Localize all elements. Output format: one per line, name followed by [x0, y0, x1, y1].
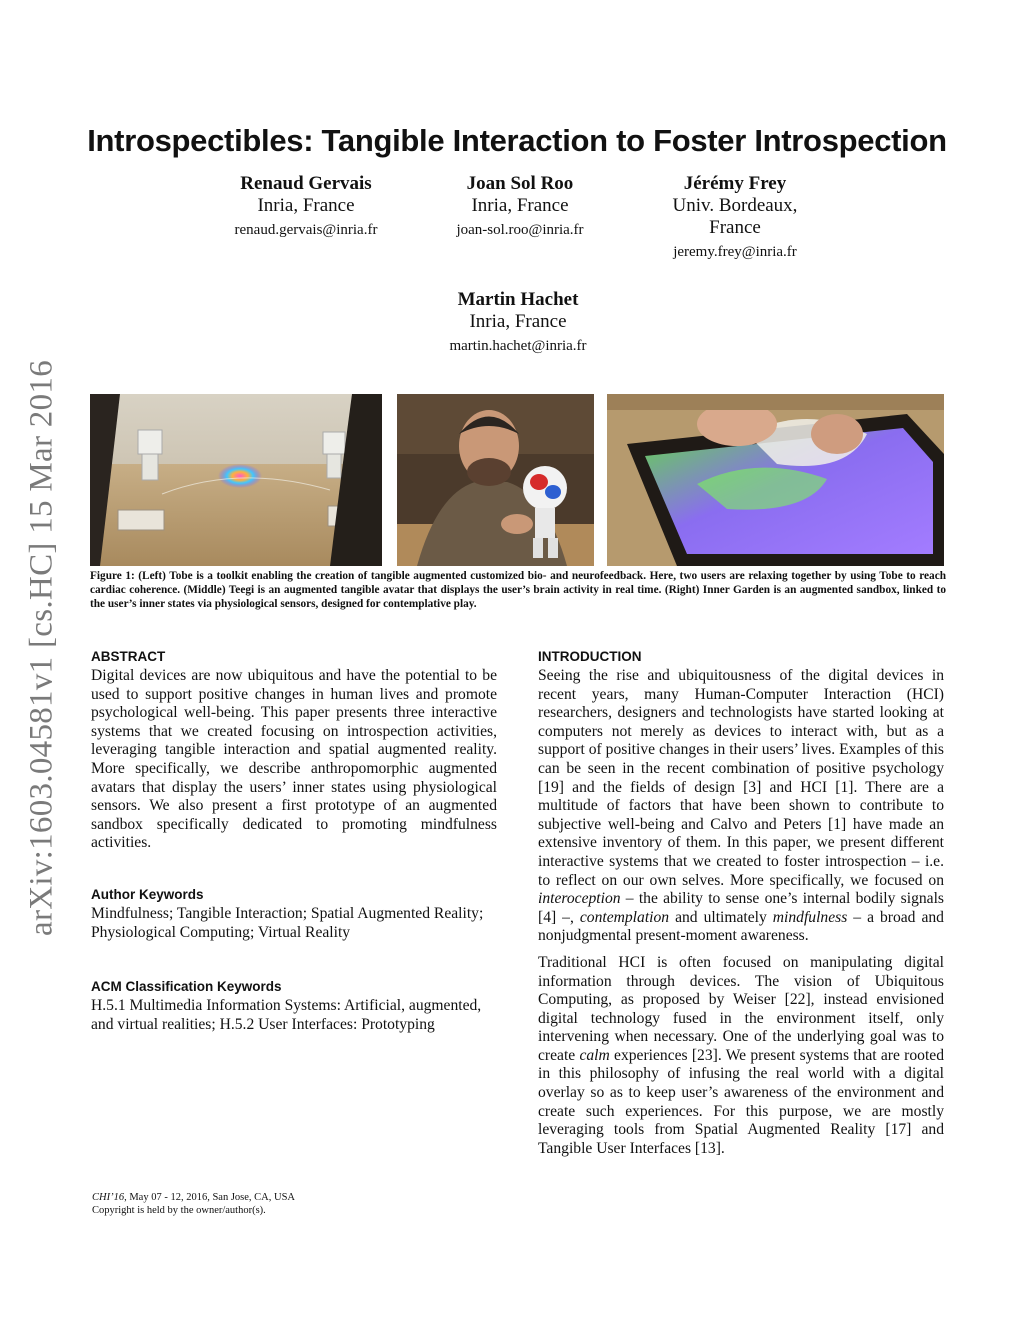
author-name: Joan Sol Roo [466, 173, 574, 194]
abstract-paragraph: Digital devices are now ubiquitous and have the potential to be used to support positive changes in human lives and promote psychological well-being. This paper presents three interactive systems that we created focusing on introspection activities, leveraging tangible interaction and spatial augmented reality. More specifically, we describe anthropomorphic augmented avatars that display the users’ inner states using physiological sensors. We also present a first prototype of an augmented sandbox specifically dedicated to promoting mindfulness activities. [91, 667, 497, 852]
author-name: Martin Hachet [457, 289, 579, 310]
introduction-paragraph: Seeing the rise and ubiquitousness of the digital devices in recent years, many Human-Computer Interaction (HCI) researchers, designers and technologists have started looking at computers not merely as devices to interact with, but as a support of positive changes in their users’ lives. Examples of this can be seen in the recent combination of positive psychology [19] and the fields of design [3] and HCI [1]. There are a multitude of factors that have been shown to contribute to subjective well-being and Calvo and Peters [1] have made an extensive inventory of them. In this paper, we present different interactive systems that we created to foster introspection – i.e. to reflect on our own selves. More specifically, we focused on interoception – the ability to sense one’s internal bodily signals [4] –, contemplation and ultimately mindfulness – a broad and nonjudgmental present-moment awareness. [538, 667, 944, 945]
acm-keywords-text [91, 997, 501, 1034]
introduction-heading: INTRODUCTION [538, 649, 642, 664]
author-affiliation: Univ. Bordeaux, [672, 195, 798, 216]
abstract-heading: ABSTRACT [91, 649, 166, 664]
arxiv-stamp [22, 350, 62, 945]
author-email[interactable]: jeremy.frey@inria.fr [673, 244, 797, 260]
figure-caption: Figure 1: (Left) Tobe is a toolkit enabling the creation of tangible augmented customized bio- and neurofeedback. Here, two users are relaxing together by using Tobe to reach cardiac coherence. (Middle) Teegi is an augmented tangible avatar that displays the user’s brain activity in real time. (Right) Inner Garden is an augmented sandbox, linked to the user’s inner states via physiological sensors, designed for contemplative play. [90, 570, 946, 610]
acm-keywords-heading: ACM Classification Keywords [91, 979, 282, 994]
introduction-paragraph: Traditional HCI is often focused on manipulating digital information through devices. The vision of Ubiquitous Computing, as proposed by Weiser [22], instead envisioned digital technology fused in the environment itself, only intervening when necessary. One of the underlying goal was to create calm experiences [23]. We present systems that are rooted in this philosophy of infusing the real world with a digital overlay so as to keep user’s awareness of the environment and create such experiences. For this purpose, we are mostly leveraging tools from Spatial Augmented Reality [17] and Tangible User Interfaces [13]. [538, 953, 945, 1157]
author-email[interactable]: renaud.gervais@inria.fr [234, 222, 378, 238]
author-name: Jérémy Frey [683, 173, 787, 194]
author-email[interactable]: joan-sol.roo@inria.fr [456, 222, 584, 238]
paper-title: Introspectibles: Tangible Interaction to Foster Introspection [87, 123, 947, 158]
abstract-text [91, 667, 497, 853]
author-name: Renaud Gervais [240, 173, 372, 194]
figure-photo-teegi [397, 394, 594, 566]
figure-photo-tobe [90, 394, 382, 566]
author-block [410, 173, 630, 241]
author-keywords-paragraph: Mindfulness; Tangible Interaction; Spatial Augmented Reality; Physiological Computing; Virtual Reality [91, 905, 484, 941]
author-affiliation: Inria, France [257, 195, 355, 216]
author-block [625, 173, 845, 263]
author-keywords-heading: Author Keywords [91, 887, 204, 902]
emphasis: mindfulness [772, 908, 848, 926]
arxiv-id: arXiv:1603.04581v1 [cs.HC] 15 Mar 2016 [23, 359, 60, 936]
author-affiliation: Inria, France [469, 311, 567, 332]
acm-keywords-paragraph: H.5.1 Multimedia Information Systems: Artificial, augmented, and virtual realities; H.5.2 User Interfaces: Prototyping [91, 997, 482, 1033]
copyright-footer [92, 1191, 295, 1217]
author-block [196, 173, 416, 241]
figure-photo-inner-garden [607, 394, 944, 566]
introduction-text [538, 667, 944, 1158]
copyright-line: Copyright is held by the owner/author(s). [92, 1205, 266, 1216]
conference-line: CHI’16, May 07 - 12, 2016, San Jose, CA, USA [92, 1192, 296, 1203]
author-affiliation: Inria, France [471, 195, 569, 216]
author-affiliation: France [709, 217, 761, 238]
emphasis: contemplation [579, 908, 670, 926]
emphasis: interoception [538, 890, 621, 908]
emphasis: calm [579, 1046, 610, 1064]
author-block [408, 289, 628, 357]
author-email[interactable]: martin.hachet@inria.fr [449, 338, 587, 354]
author-keywords-text [91, 905, 497, 942]
